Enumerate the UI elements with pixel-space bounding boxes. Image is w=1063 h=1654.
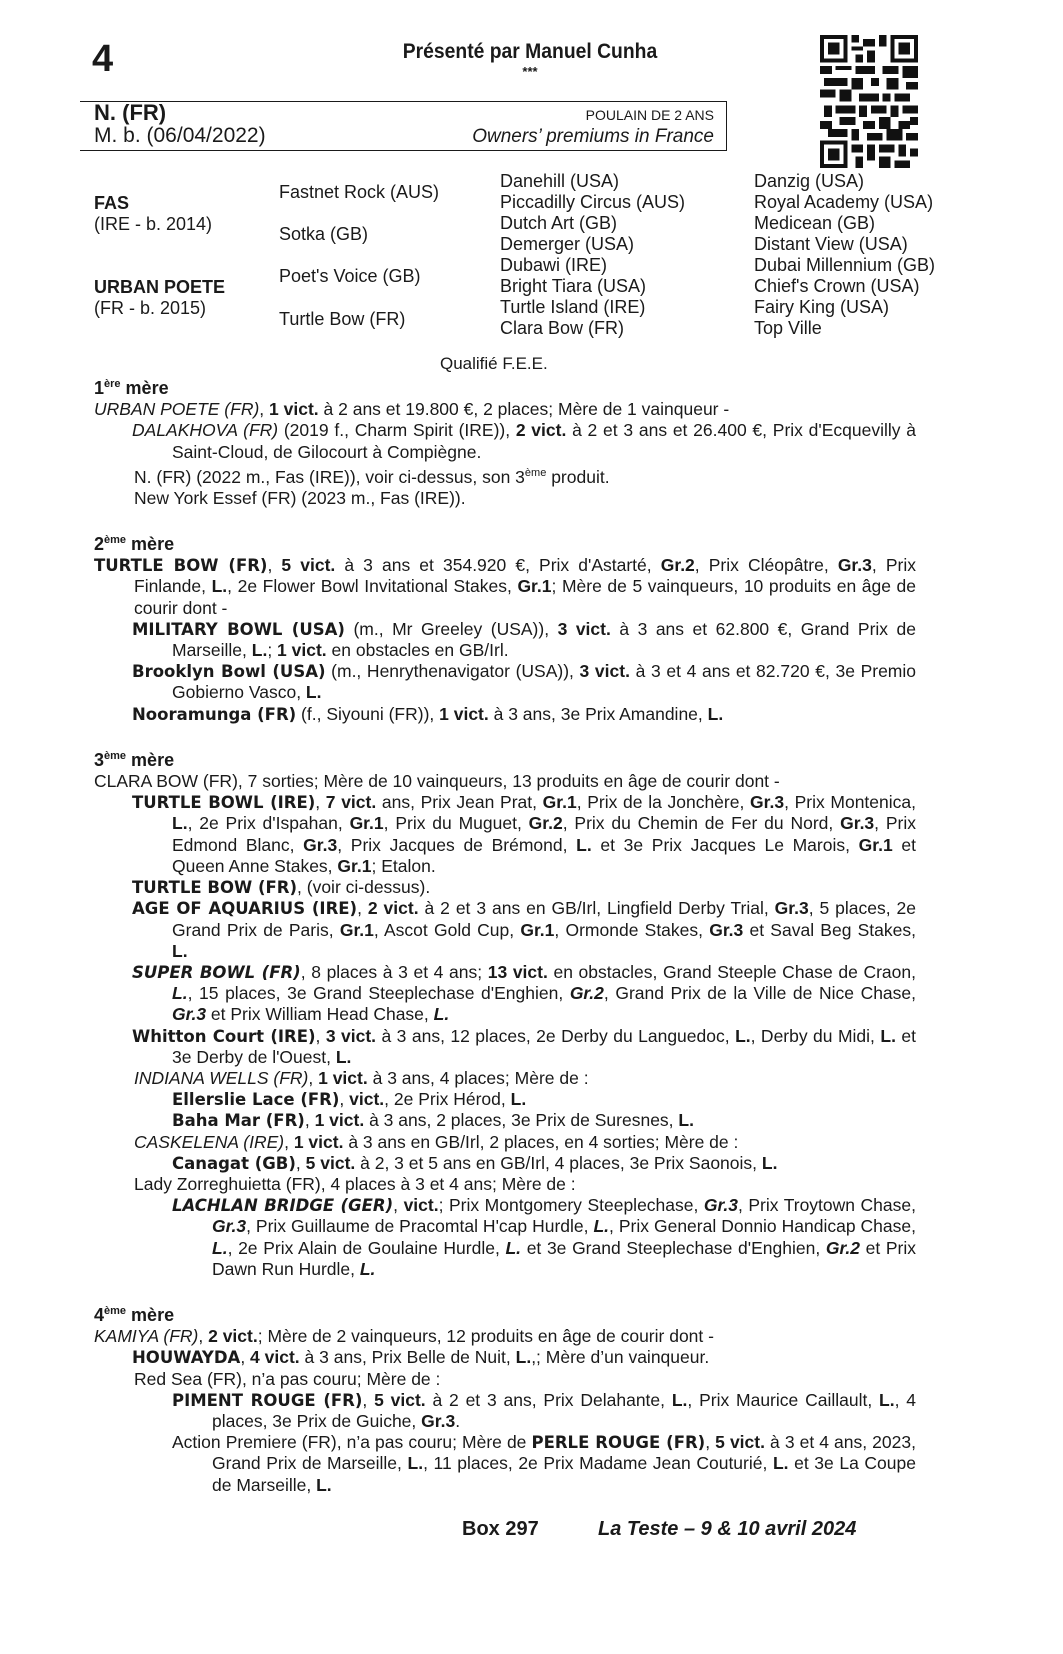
stars: *** <box>522 64 538 79</box>
gen4-item: Top Ville <box>754 318 822 338</box>
produce-entry: LACHLAN BRIDGE (GER), vict.; Prix Montgomery Steeplechase, Gr.3, Prix Troytown Chase, Gr.3, Prix Guillaume de Pracomtal H'cap Hurdle, L., Prix General Donnio Handicap Chase, L., 2e Prix Alain de Goulaine Hurdle, L. et 3e Grand Steeplechase d'Enghien, Gr.2 et Prix Dawn Run Hurdle, L. <box>172 1195 916 1279</box>
sire-name: FAS <box>94 193 130 213</box>
dam-entry: URBAN POETE (FR), 1 vict. à 2 ans et 19.800 €, 2 places; Mère de 1 vainqueur - <box>94 399 730 420</box>
sale-name: La Teste – 9 & 10 avril 2024 <box>598 1518 857 1540</box>
produce-entry: CASKELENA (IRE), 1 vict. à 3 ans en GB/Irl, 2 places, en 4 sorties; Mère de : <box>134 1131 739 1152</box>
produce-entry: INDIANA WELLS (FR), 1 vict. à 3 ans, 4 places; Mère de : <box>134 1067 589 1088</box>
produce-entry: HOUWAYDA, 4 vict. à 3 ans, Prix Belle de Nuit, L.,; Mère d’un vainqueur. <box>132 1347 710 1368</box>
produce-entry: TURTLE BOW (FR), (voir ci-dessus). <box>132 877 431 898</box>
qr-code-icon <box>820 34 918 169</box>
sire-info: (IRE - b. 2014) <box>94 214 213 234</box>
qualification: Qualifié F.E.E. <box>440 354 548 373</box>
presenter: Présenté par Manuel Cunha <box>402 40 658 63</box>
gen3-item: Turtle Island (IRE) <box>500 297 646 317</box>
gen2-item: Turtle Bow (FR) <box>279 309 406 329</box>
dam-line <box>94 374 916 1496</box>
horse-birth: M. b. (06/04/2022) <box>94 124 266 147</box>
gen3-item: Piccadilly Circus (AUS) <box>500 192 686 212</box>
lot-number: 4 <box>92 38 114 80</box>
gen4-item: Dubai Millennium (GB) <box>754 255 936 275</box>
produce-entry: Action Premiere (FR), n’a pas couru; Mère de PERLE ROUGE (FR), 5 vict. à 3 et 4 ans, 2023, Grand Prix de Marseille, L., 11 places, 2e Prix Madame Jean Couturié, L. et 3e La Coupe de Marseille, L. <box>172 1432 916 1495</box>
produce-entry: Brooklyn Bowl (USA) (m., Henrythenavigator (USA)), 3 vict. à 3 et 4 ans et 82.720 €, 3e Premio Gobierno Vasco, L. <box>132 661 916 703</box>
owners-premiums: Owners’ premiums in France <box>472 126 714 147</box>
produce-entry: Red Sea (FR), n’a pas couru; Mère de : <box>134 1368 441 1389</box>
section-heading: 1ère mère <box>94 378 169 398</box>
gen4-item: Chief's Crown (USA) <box>754 276 920 296</box>
gen3-item: Demerger (USA) <box>500 234 635 254</box>
gen3-item: Clara Bow (FR) <box>500 318 625 338</box>
dam-entry: CLARA BOW (FR), 7 sorties; Mère de 10 vainqueurs, 13 produits en âge de courir dont - <box>94 771 780 792</box>
produce-entry: Nooramunga (FR) (f., Siyouni (FR)), 1 vict. à 3 ans, 3e Prix Amandine, L. <box>132 703 724 724</box>
gen4-item: Royal Academy (USA) <box>754 192 934 212</box>
dam-name: URBAN POETE <box>94 277 226 297</box>
produce-entry: MILITARY BOWL (USA) (m., Mr Greeley (USA)), 3 vict. à 3 ans et 62.800 €, Grand Prix de Marseille, L.; 1 vict. en obstacles en GB/Irl. <box>132 618 917 661</box>
dam-entry: TURTLE BOW (FR), 5 vict. à 3 ans et 354.920 €, Prix d'Astarté, Gr.2, Prix Cléopâtre, Gr.3, Prix Finlande, L., 2e Flower Bowl Invitational Stakes, Gr.1; Mère de 5 vainqueurs, 10 produits en âge de courir dont - <box>94 555 917 618</box>
section-heading: 2ème mère <box>94 534 175 555</box>
section-heading: 4ème mère <box>94 1304 175 1325</box>
section-heading: 3ème mère <box>94 749 175 770</box>
gen3-item: Bright Tiara (USA) <box>500 276 647 296</box>
dam-info: (FR - b. 2015) <box>94 298 207 318</box>
produce-entry: Lady Zorreghuietta (FR), 4 places à 3 et 4 ans; Mère de : <box>134 1173 576 1194</box>
gen2-item: Sotka (GB) <box>279 224 369 244</box>
gen3-item: Dubawi (IRE) <box>500 255 608 275</box>
produce-entry: Whitton Court (IRE), 3 vict. à 3 ans, 12 places, 2e Derby du Languedoc, L., Derby du Midi, L. et 3e Derby de l'Ouest, L. <box>132 1025 916 1067</box>
gen2-item: Fastnet Rock (AUS) <box>279 182 440 202</box>
produce-entry: New York Essef (FR) (2023 m., Fas (IRE)). <box>134 487 466 508</box>
dam-entry: KAMIYA (FR), 2 vict.; Mère de 2 vainqueurs, 12 produits en âge de courir dont - <box>94 1326 714 1347</box>
gen3-item: Dutch Art (GB) <box>500 213 618 233</box>
horse-name: N. (FR) <box>94 100 167 125</box>
gen4-item: Distant View (USA) <box>754 234 908 254</box>
gen4-item: Danzig (USA) <box>754 171 865 191</box>
gen4-item: Fairy King (USA) <box>754 297 890 317</box>
produce-entry: Canagat (GB), 5 vict. à 2, 3 et 5 ans en GB/Irl, 4 places, 3e Prix Saonois, L. <box>172 1152 778 1173</box>
horse-sex-age: POULAIN DE 2 ANS <box>585 107 714 123</box>
produce-entry: SUPER BOWL (FR), 8 places à 3 et 4 ans; 13 vict. en obstacles, Grand Steeple Chase de Craon, L., 15 places, 3e Grand Steeplechase d'Enghien, Gr.2, Grand Prix de la Ville de Nice Chase, Gr.3 et Prix William Head Chase, L. <box>132 961 917 1025</box>
gen2-item: Poet's Voice (GB) <box>279 266 421 286</box>
produce-entry: Baha Mar (FR), 1 vict. à 3 ans, 2 places, 3e Prix de Suresnes, L. <box>172 1110 694 1131</box>
gen3-item: Danehill (USA) <box>500 171 620 191</box>
produce-entry: PIMENT ROUGE (FR), 5 vict. à 2 et 3 ans, Prix Delahante, L., Prix Maurice Caillault, L., 4 places, 3e Prix de Guiche, Gr.3. <box>172 1389 916 1431</box>
produce-entry: TURTLE BOWL (IRE), 7 vict. ans, Prix Jean Prat, Gr.1, Prix de la Jonchère, Gr.3, Prix Montenica, L., 2e Prix d'Ispahan, Gr.1, Prix du Muguet, Gr.2, Prix du Chemin de Fer du Nord, Gr.3, Prix Edmond Blanc, Gr.3, Prix Jacques de Brémond, L. et 3e Prix Jacques Le Marois, Gr.1 et Queen Anne Stakes, Gr.1; Etalon. <box>132 792 917 876</box>
produce-entry: N. (FR) (2022 m., Fas (IRE)), voir ci-dessus, son 3ème produit. <box>134 466 610 487</box>
produce-entry: Ellerslie Lace (FR), vict., 2e Prix Hérod, L. <box>172 1089 527 1110</box>
gen4-item: Medicean (GB) <box>754 213 876 233</box>
produce-entry: DALAKHOVA (FR) (2019 f., Charm Spirit (IRE)), 2 vict. à 2 et 3 ans et 26.400 €, Prix d'Ecquevilly à Saint-Cloud, de Gilocourt à Compiègne. <box>132 420 916 462</box>
produce-entry: AGE OF AQUARIUS (IRE), 2 vict. à 2 et 3 ans en GB/Irl, Lingfield Derby Trial, Gr.3, 5 places, 2e Grand Prix de Paris, Gr.1, Ascot Gold Cup, Gr.1, Ormonde Stakes, Gr.3 et Saval Beg Stakes, L. <box>132 898 916 961</box>
identity-box <box>80 101 727 151</box>
box-number: Box 297 <box>462 1518 539 1540</box>
